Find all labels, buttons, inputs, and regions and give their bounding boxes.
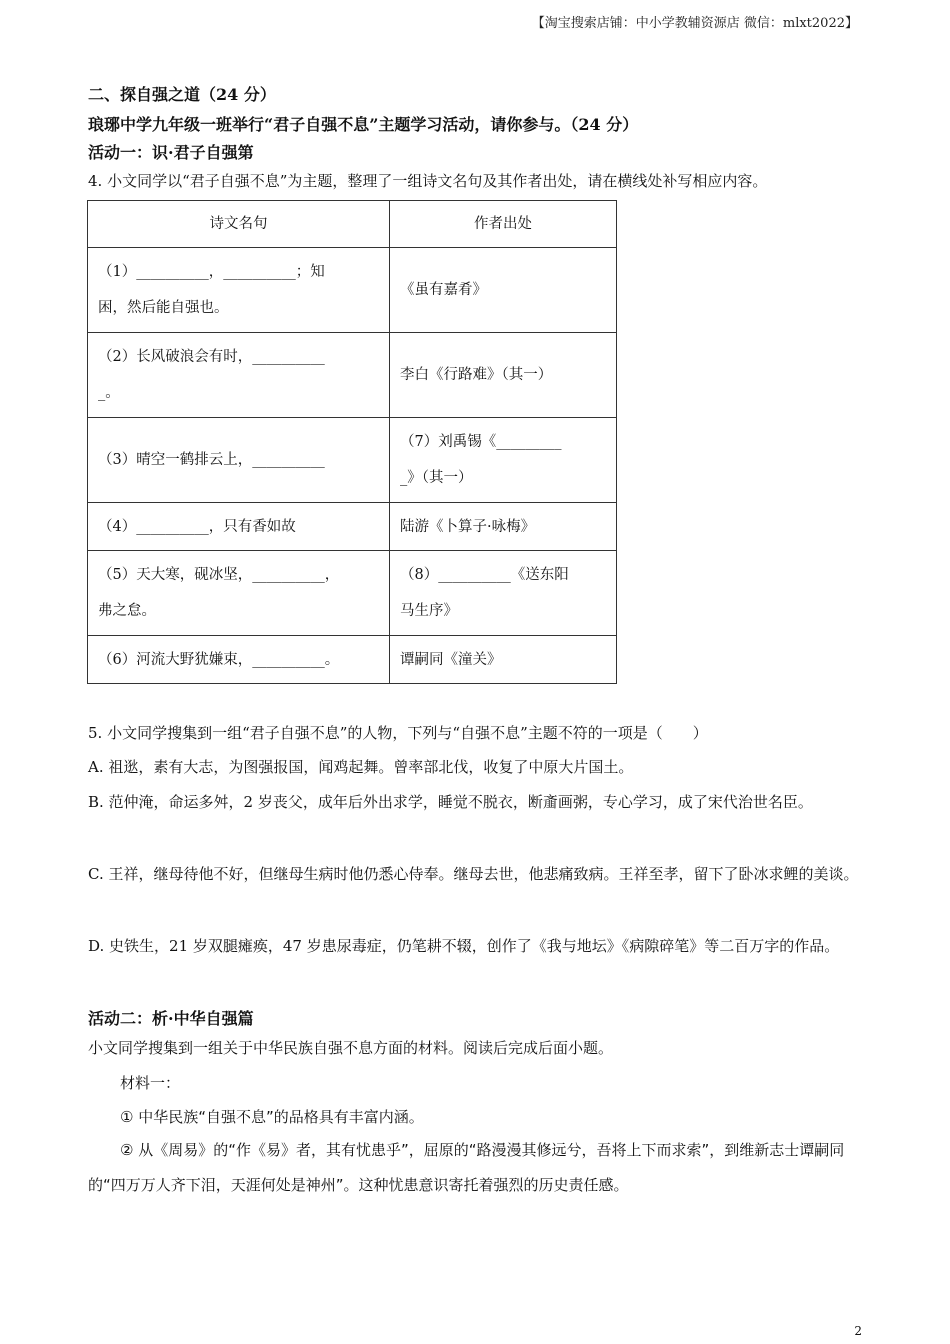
source-cell: 谭嗣同《潼关》 [400,651,502,668]
source-cell: _》（其一） [400,470,473,486]
activity-intro: 琅琊中学九年级一班举行“君子自强不息”主题学习活动，请你参与。（24 分） [88,115,639,134]
question-5: 5. 小文同学搜集到一组“君子自强不息”的人物，下列与“自强不息”主题不符的一项是（ ） [88,724,708,742]
poem-line: （1）__________，__________；知 [98,264,325,280]
poem-line: 弗之怠。 [98,603,156,619]
option-b: B. 范仲淹，命运多舛，2 岁丧父，成年后外出求学，睡觉不脱衣，断齑画粥，专心学习，成了宋代治世名臣。 [88,793,813,811]
question-4: 4. 小文同学以“君子自强不息”为主题，整理了一组诗文名句及其作者出处，请在横线处补写相应内容。 [88,172,768,190]
table-header-source: 作者出处 [390,201,617,248]
source-cell: 马生序》 [400,603,458,619]
poem-line: _。 [98,385,120,401]
option-c: C. 王祥，继母待他不好，但继母生病时他仍悉心侍奉。继母去世，他悲痛致病。王祥至孝，留下了卧冰求鲤的美谈。 [88,865,859,883]
source-cell: 陆游《卜算子·咏梅》 [400,518,536,535]
poem-line: （5）天大寒，砚冰坚，__________， [98,567,340,583]
material1-label: 材料一： [120,1074,181,1092]
activity1-title: 活动一：识·君子自强第 [88,143,254,162]
page-number: 2 [854,1324,862,1338]
poem-line: 困，然后能自强也。 [98,300,229,316]
activity2-title: 活动二：析·中华自强篇 [88,1009,254,1028]
poem-line: （4）__________，只有香如故 [98,518,296,535]
section-title: 二、探自强之道（24 分） [88,85,276,104]
source-cell: 李白《行路难》（其一） [400,367,553,383]
source-cell: 《虽有嘉肴》 [400,282,487,298]
table-row [88,503,617,551]
page-header: 【淘宝搜索店铺：中小学教辅资源店 微信：mlxt2022】 [531,16,858,31]
option-a: A. 祖逖，素有大志，为图强报国，闻鸡起舞。曾率部北伐，收复了中原大片国土。 [88,758,634,776]
source-cell: （7）刘禹锡《_________ [400,434,562,450]
table-row [88,248,617,333]
poem-line: （2）长风破浪会有时，__________ [98,349,325,365]
table-row [88,636,617,684]
source-cell: （8）__________《送东阳 [400,567,569,583]
poem-line: （6）河流大野犹嫌束，__________。 [98,651,340,668]
table-row [88,418,617,503]
activity2-intro: 小文同学搜集到一组关于中华民族自强不息方面的材料。阅读后完成后面小题。 [88,1039,614,1057]
table-header-poem: 诗文名句 [88,201,390,248]
poem-table [87,200,617,684]
material1-point2: ② 从《周易》的“作《易》者，其有忧患乎”，屈原的“路漫漫其修远兮，吾将上下而求索”，到维新志士谭嗣同的“四万万人齐下泪，天涯何处是神州”。这种忧患意识寄托着强烈的历史责任感。 [88,1141,845,1194]
table-row [88,551,617,636]
material1-point1: ① 中华民族“自强不息”的品格具有丰富内涵。 [120,1108,424,1126]
table-row [88,333,617,418]
option-d: D. 史铁生，21 岁双腿瘫痪，47 岁患尿毒症，仍笔耕不辍，创作了《我与地坛》《病隙碎笔》等二百万字的作品。 [88,937,840,955]
poem-line: （3）晴空一鹤排云上，__________ [98,452,325,468]
